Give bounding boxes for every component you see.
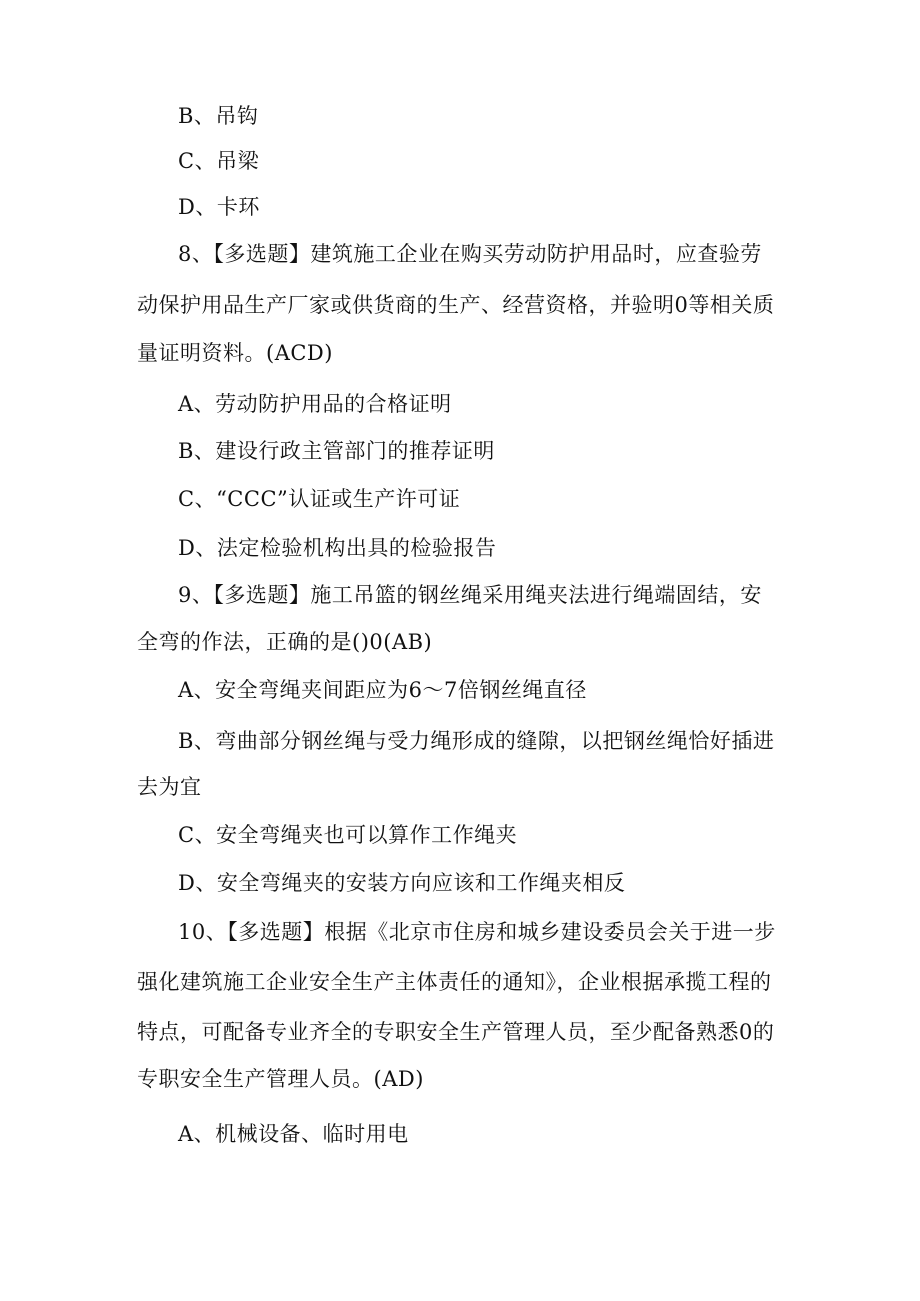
q8-option-d: D、法定检验机构出具的检验报告: [178, 536, 497, 560]
q8-stem-line-3: 量证明资料。(ACD): [137, 341, 333, 365]
q9-stem-line-1: 9、【多选题】施工吊篮的钢丝绳采用绳夹法进行绳端固结，安: [178, 583, 762, 607]
q10-stem-line-2: 强化建筑施工企业安全生产主体责任的通知》，企业根据承揽工程的: [137, 970, 772, 994]
q10-option-a: A、机械设备、临时用电: [178, 1122, 409, 1146]
q8-stem-line-1: 8、【多选题】建筑施工企业在购买劳动防护用品时，应查验劳: [178, 242, 762, 266]
q9-option-b-line-1: B、弯曲部分钢丝绳与受力绳形成的缝隙，以把钢丝绳恰好插进: [178, 729, 775, 753]
q10-stem-line-1: 10、【多选题】根据《北京市住房和城乡建设委员会关于进一步: [178, 920, 776, 944]
q7-option-d: D、卡环: [178, 195, 260, 219]
q10-stem-line-4: 专职安全生产管理人员。(AD): [137, 1067, 424, 1091]
q9-option-d: D、安全弯绳夹的安装方向应该和工作绳夹相反: [178, 871, 626, 895]
q8-option-b: B、建设行政主管部门的推荐证明: [178, 439, 495, 463]
q9-option-b-line-2: 去为宜: [137, 775, 202, 799]
q9-stem-line-2: 全弯的作法，正确的是()0(AB): [137, 630, 433, 654]
q8-option-a: A、劳动防护用品的合格证明: [178, 392, 452, 416]
q7-option-b: B、吊钩: [178, 104, 259, 128]
q8-option-c: C、“CCC”认证或生产许可证: [178, 487, 461, 511]
q9-option-a: A、安全弯绳夹间距应为6～7倍钢丝绳直径: [178, 678, 587, 702]
q9-option-c: C、安全弯绳夹也可以算作工作绳夹: [178, 823, 518, 847]
q8-stem-line-2: 动保护用品生产厂家或供货商的生产、经营资格，并验明0等相关质: [137, 293, 775, 317]
q7-option-c: C、吊梁: [178, 149, 260, 173]
q10-stem-line-3: 特点，可配备专业齐全的专职安全生产管理人员，至少配备熟悉0的: [137, 1020, 775, 1044]
